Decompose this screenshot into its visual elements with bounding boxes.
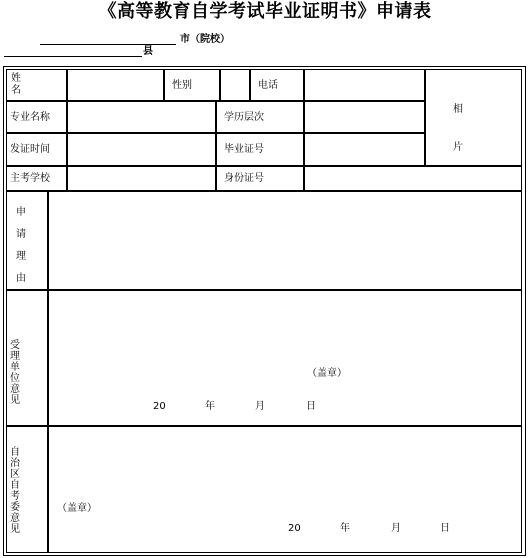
issue-date-field[interactable] (67, 133, 216, 166)
city-suffix: 市（院校） (180, 34, 230, 45)
gender-field[interactable] (220, 69, 250, 101)
committee-seal: （盖章） (57, 503, 97, 514)
major-field[interactable] (67, 101, 216, 133)
name-label: 姓名 (11, 73, 21, 96)
acceptance-date-year: 年 (205, 401, 215, 412)
city-blank[interactable] (40, 44, 176, 45)
acceptance-date-year-prefix: 20 (153, 401, 166, 412)
issue-date-label: 发证时间 (10, 144, 50, 155)
acceptance-date-month: 月 (255, 401, 265, 412)
major-label: 专业名称 (10, 112, 50, 123)
reason-label: 申请理由 (16, 207, 26, 284)
education-level-field[interactable] (304, 101, 425, 133)
phone-label: 电话 (258, 80, 278, 91)
education-level-label: 学历层次 (224, 112, 264, 123)
reason-field[interactable] (48, 191, 522, 290)
id-no-label: 身份证号 (224, 173, 264, 184)
certificate-no-label: 毕业证号 (224, 144, 264, 155)
committee-date-day: 日 (440, 523, 450, 534)
reason-label-cell (6, 191, 48, 290)
acceptance-opinion-label: 受理单位意见 (10, 340, 20, 406)
certificate-no-field[interactable] (304, 133, 425, 166)
acceptance-date-day: 日 (306, 401, 316, 412)
county-blank[interactable] (4, 56, 142, 57)
county-suffix: 县 (143, 46, 153, 57)
acceptance-seal: （盖章） (307, 368, 347, 379)
host-school-label: 主考学校 (10, 173, 50, 184)
committee-date-year-prefix: 20 (288, 523, 301, 534)
page-title: 《高等教育自学考试毕业证明书》申请表 (98, 1, 432, 22)
host-school-field[interactable] (67, 166, 216, 191)
photo-cell[interactable] (425, 69, 522, 166)
committee-opinion-label: 自治区自考委意见 (10, 447, 20, 535)
id-no-field[interactable] (304, 166, 522, 191)
name-field[interactable] (67, 69, 164, 101)
photo-label: 相片 (453, 104, 463, 153)
gender-label: 性别 (172, 80, 192, 91)
acceptance-opinion-field[interactable] (48, 290, 522, 426)
committee-date-year: 年 (340, 523, 350, 534)
phone-field[interactable] (304, 69, 425, 101)
committee-opinion-field[interactable] (48, 426, 522, 553)
committee-date-month: 月 (391, 523, 401, 534)
